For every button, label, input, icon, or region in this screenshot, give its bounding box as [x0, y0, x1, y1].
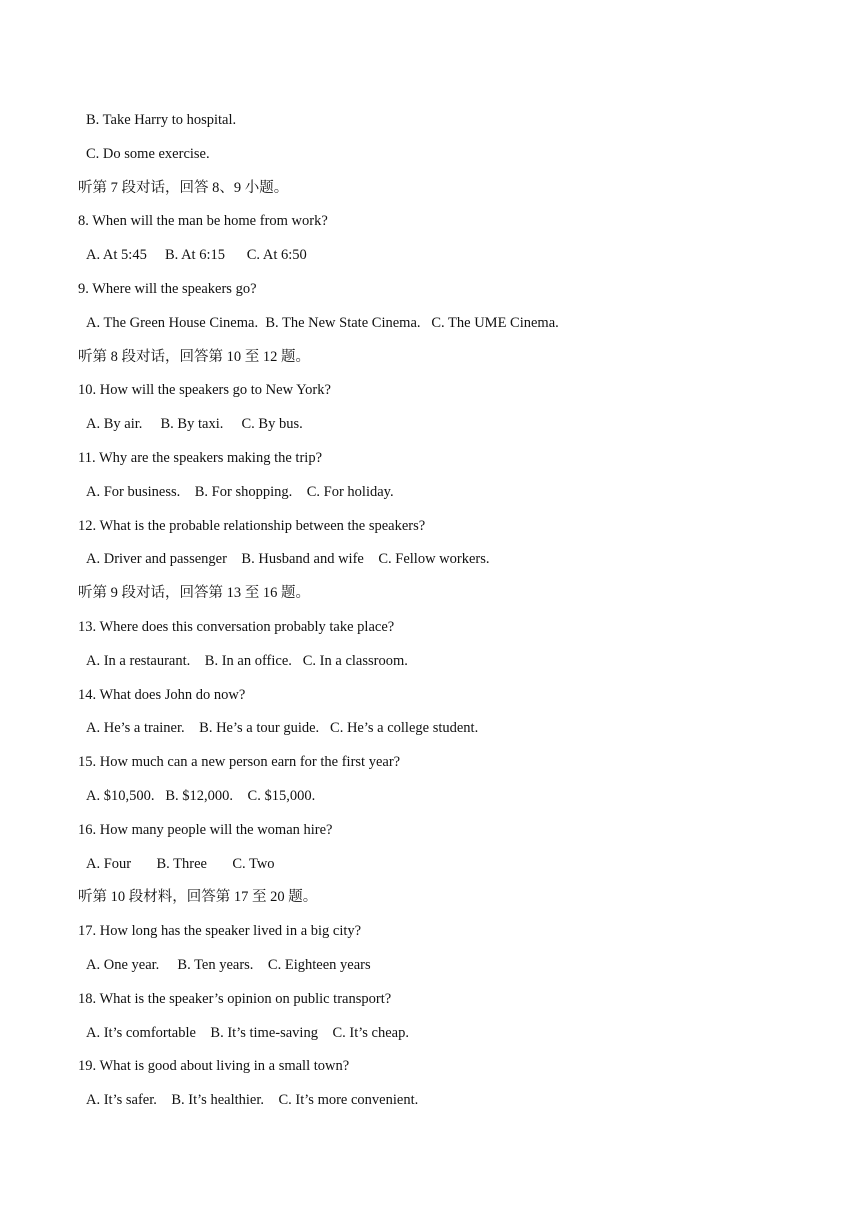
question-text: 14. What does John do now?: [78, 687, 246, 703]
section-instruction: 听第 9 段对话，回答第 13 至 16 题。: [78, 585, 310, 601]
answer-options: A. Four B. Three C. Two: [86, 856, 275, 872]
question-text: 8. When will the man be home from work?: [78, 213, 328, 229]
section-instruction: 听第 8 段对话，回答第 10 至 12 题。: [78, 349, 310, 365]
question-text: 10. How will the speakers go to New York?: [78, 382, 331, 398]
answer-options: A. In a restaurant. B. In an office. C. In a classroom.: [86, 653, 408, 669]
question-text: 19. What is good about living in a small town?: [78, 1058, 350, 1074]
answer-options: A. $10,500. B. $12,000. C. $15,000.: [86, 788, 316, 804]
answer-options: A. It’s comfortable B. It’s time-saving C. It’s cheap.: [86, 1025, 409, 1041]
question-text: 11. Why are the speakers making the trip?: [78, 450, 323, 466]
answer-options: C. Do some exercise.: [86, 146, 210, 162]
question-text: 15. How much can a new person earn for the first year?: [78, 754, 401, 770]
question-text: 16. How many people will the woman hire?: [78, 822, 333, 838]
question-text: 13. Where does this conversation probably take place?: [78, 619, 395, 635]
question-text: 17. How long has the speaker lived in a big city?: [78, 923, 362, 939]
answer-options: A. He’s a trainer. B. He’s a tour guide. C. He’s a college student.: [86, 720, 479, 736]
answer-options: A. It’s safer. B. It’s healthier. C. It’s more convenient.: [86, 1092, 419, 1108]
answer-options: A. One year. B. Ten years. C. Eighteen years: [86, 957, 371, 973]
question-text: 9. Where will the speakers go?: [78, 281, 257, 297]
section-instruction: 听第 7 段对话，回答 8、9 小题。: [78, 180, 289, 196]
section-instruction: 听第 10 段材料，回答第 17 至 20 题。: [78, 889, 318, 905]
answer-options: A. For business. B. For shopping. C. For holiday.: [86, 484, 394, 500]
answer-options: B. Take Harry to hospital.: [86, 112, 237, 128]
answer-options: A. The Green House Cinema. B. The New State Cinema. C. The UME Cinema.: [86, 315, 559, 331]
answer-options: A. Driver and passenger B. Husband and wife C. Fellow workers.: [86, 551, 490, 567]
answer-options: A. By air. B. By taxi. C. By bus.: [86, 416, 303, 432]
answer-options: A. At 5:45 B. At 6:15 C. At 6:50: [86, 247, 307, 263]
question-text: 18. What is the speaker’s opinion on public transport?: [78, 991, 392, 1007]
question-text: 12. What is the probable relationship between the speakers?: [78, 518, 426, 534]
